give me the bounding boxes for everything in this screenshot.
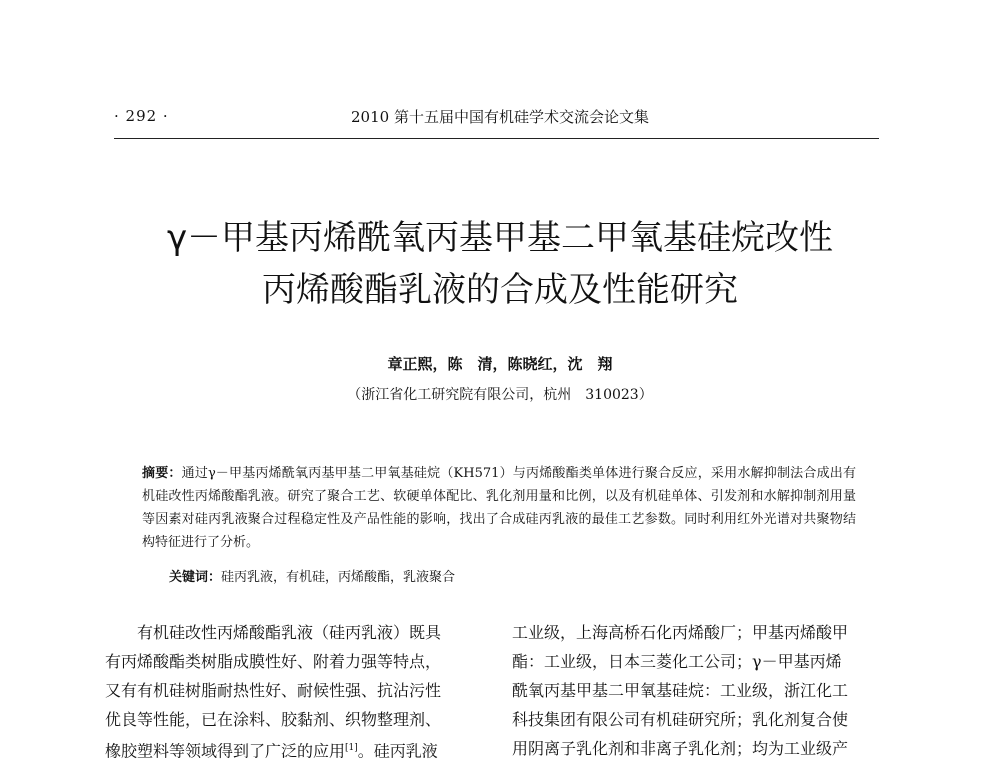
keywords-label: 关键词： — [169, 570, 222, 585]
authors: 章正熙，陈 清，陈晓红，沈 翔 — [387, 355, 613, 373]
text-line: 有机硅改性丙烯酸酯乳液（硅丙乳液）既具 — [137, 623, 442, 642]
text-line-part: 。硅丙乳液 — [357, 741, 438, 761]
abstract-label: 摘要： — [142, 466, 182, 481]
text-line: 优良等性能，已在涂料、胶黏剂、织物整理剂、 — [105, 710, 442, 729]
keywords-text: 硅丙乳液，有机硅，丙烯酸酯，乳液聚合 — [221, 570, 456, 585]
text-line: 酰氧丙基甲基二甲氧基硅烷：工业级，浙江化工 — [512, 681, 849, 700]
page-number: · 292 · — [114, 107, 169, 125]
text-line: 用阴离子乳化剂和非离子乳化剂；均为工业级产 — [512, 739, 849, 758]
paper-title — [0, 212, 1000, 316]
text-line: 有丙烯酸酯类树脂成膜性好、附着力强等特点， — [105, 652, 442, 671]
abstract — [142, 462, 856, 554]
affiliation: （浙江省化工研究院有限公司，杭州 310023） — [347, 387, 653, 403]
running-title: 2010 第十五届中国有机硅学术交流会论文集 — [351, 108, 649, 126]
text-line: 又有有机硅树脂耐热性好、耐候性强、抗沾污性 — [105, 681, 442, 700]
text-line: 酯：工业级，日本三菱化工公司；γ－甲基丙烯 — [512, 652, 842, 671]
body-column-right — [512, 618, 897, 763]
title-line-1: γ－甲基丙烯酰氧丙基甲基二甲氧基硅烷改性 — [166, 218, 834, 258]
header-rule — [114, 138, 879, 139]
abstract-text: 通过γ－甲基丙烯酰氧丙基甲基二甲氧基硅烷（KH571）与丙烯酸酯类单体进行聚合反应，采用水解抑制法合成出有机硅改性丙烯酸酯乳液。研究了聚合工艺、软硬单体配比、乳化剂用量和比例，以及有机硅单体、引发剂和水解抑制剂用量等因素对硅丙乳液聚合过程稳定性及产品性能的影响，找出了合成硅丙乳液的最佳工艺参数。同时利用红外光谱对共聚物结构特征进行了分析。 — [142, 466, 856, 550]
text-line: 工业级，上海高桥石化丙烯酸厂；甲基丙烯酸甲 — [512, 623, 849, 642]
keywords — [169, 566, 455, 585]
reference-mark: [1] — [345, 743, 358, 753]
title-line-2: 丙烯酸酯乳液的合成及性能研究 — [262, 270, 738, 310]
body-column-left — [105, 618, 490, 763]
text-line — [105, 734, 490, 763]
text-line-part: 橡胶塑料等领域得到了广泛的应用 — [105, 741, 346, 761]
text-line: 科技集团有限公司有机硅研究所；乳化剂复合使 — [512, 710, 849, 729]
